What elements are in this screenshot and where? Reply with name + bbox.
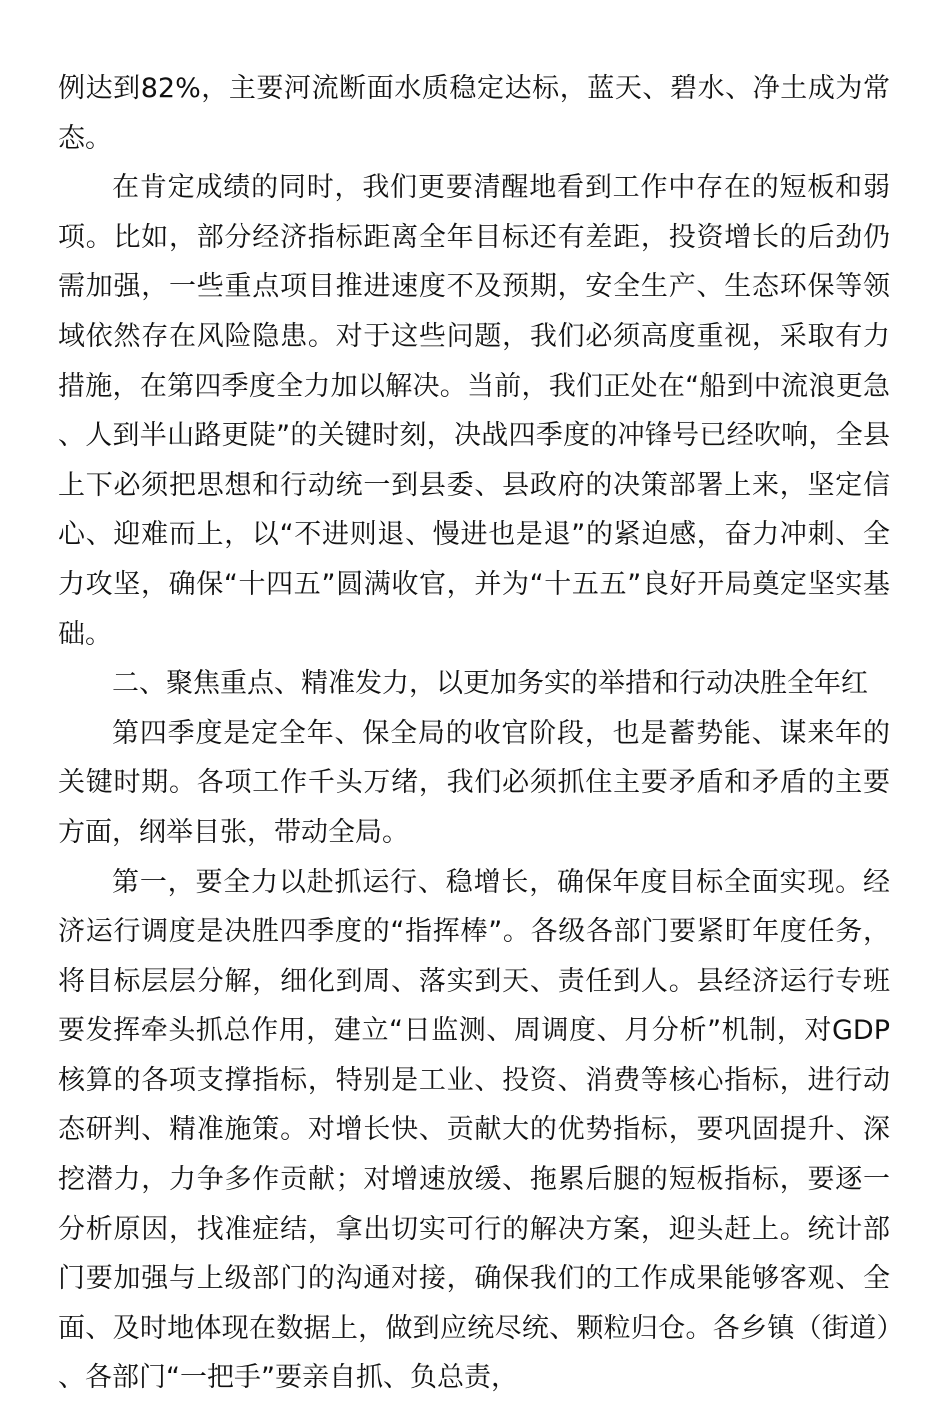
document-body [58, 64, 890, 1403]
paragraph-water-quality: 例达到82%，主要河流断面水质稳定达标，蓝天、碧水、净土成为常态。 [58, 64, 890, 163]
section-heading-two: 二、聚焦重点、精准发力，以更加务实的举措和行动决胜全年红 [58, 659, 890, 709]
paragraph-shortcomings: 在肯定成绩的同时，我们更要清醒地看到工作中存在的短板和弱项。比如，部分经济指标距离全年目标还有差距，投资增长的后劲仍需加强，一些重点项目推进速度不及预期，安全生产、生态环保等领域依然存在风险隐患。对于这些问题，我们必须高度重视，采取有力措施，在第四季度全力加以解决。当前，我们正处在“船到中流浪更急、人到半山路更陡”的关键时刻，决战四季度的冲锋号已经吹响，全县上下必须把思想和行动统一到县委、县政府的决策部署上来，坚定信心、迎难而上，以“不进则退、慢进也是退”的紧迫感，奋力冲刺、全力攻坚，确保“十四五”圆满收官，并为“十五五”良好开局奠定坚实基础。 [58, 163, 890, 659]
paragraph-first-measure: 第一，要全力以赴抓运行、稳增长，确保年度目标全面实现。经济运行调度是决胜四季度的“指挥棒”。各级各部门要紧盯年度任务，将目标层层分解，细化到周、落实到天、责任到人。县经济运行专班要发挥牵头抓总作用，建立“日监测、周调度、月分析”机制，对GDP核算的各项支撑指标，特别是工业、投资、消费等核心指标，进行动态研判、精准施策。对增长快、贡献大的优势指标，要巩固提升、深挖潜力，力争多作贡献；对增速放缓、拖累后腿的短板指标，要逐一分析原因，找准症结，拿出切实可行的解决方案，迎头赶上。统计部门要加强与上级部门的沟通对接，确保我们的工作成果能够客观、全面、及时地体现在数据上，做到应统尽统、颗粒归仓。各乡镇（街道）、各部门“一把手”要亲自抓、负总责， [58, 858, 890, 1403]
paragraph-fourth-quarter: 第四季度是定全年、保全局的收官阶段，也是蓄势能、谋来年的关键时期。各项工作千头万绪，我们必须抓住主要矛盾和矛盾的主要方面，纲举目张，带动全局。 [58, 709, 890, 858]
